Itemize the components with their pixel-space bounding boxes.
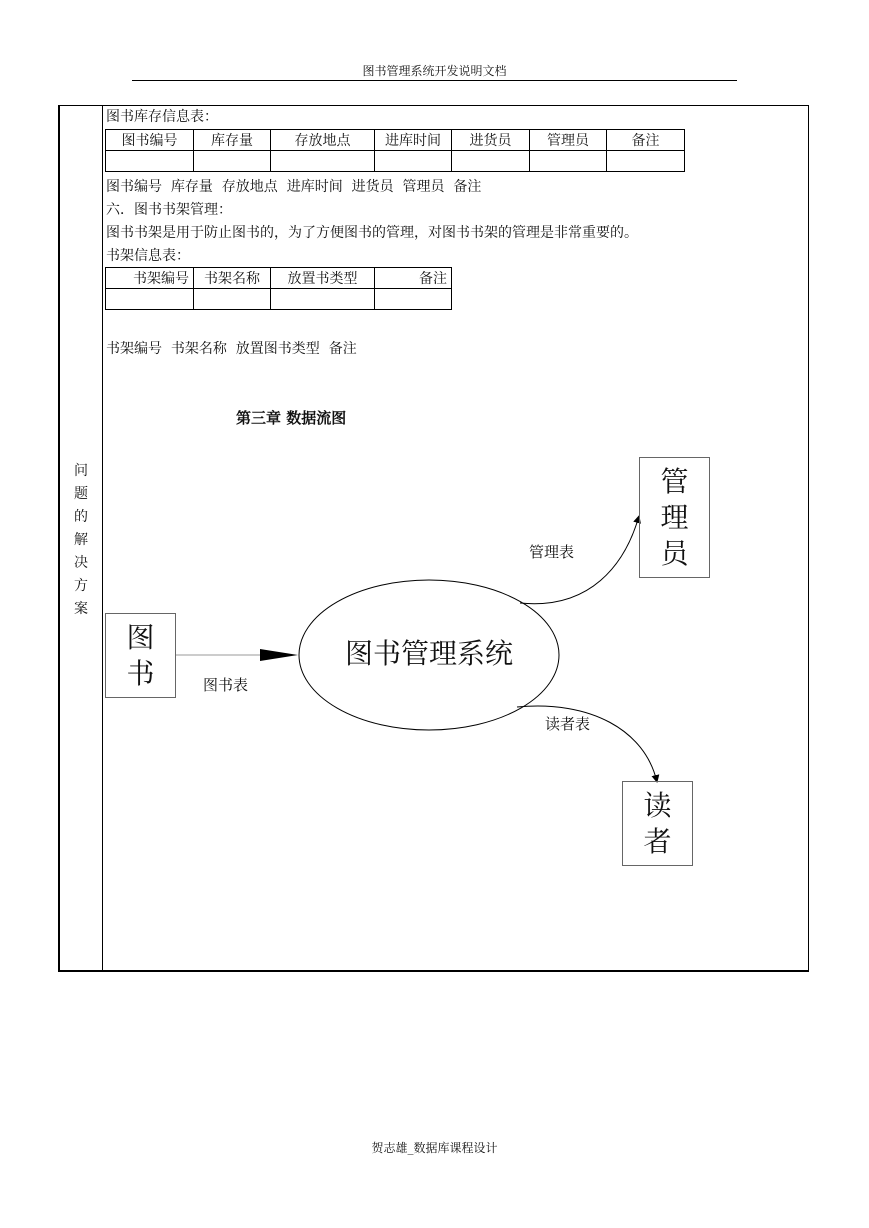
admin-entity-char: 理 <box>660 500 689 534</box>
shelf-heading: 六．图书书架管理： <box>106 202 232 218</box>
admin-entity-box <box>639 457 710 578</box>
book-entity-char: 图 <box>126 620 155 654</box>
page-header-title: 图书管理系统开发说明文档 <box>362 64 507 78</box>
inventory-caption: 图书库存信息表： <box>106 109 218 125</box>
side-label-char: 的 <box>74 509 88 525</box>
chapter-title: 第三章 数据流图 <box>236 409 347 427</box>
inventory-fields-line: 图书编号 库存量 存放地点 进库时间 进货员 管理员 备注 <box>106 179 482 195</box>
table-header-cell: 图书编号 <box>106 130 194 151</box>
page-footer: 贺志雄_数据库课程设计 <box>371 1141 498 1155</box>
table-header-cell: 备注 <box>375 268 452 289</box>
reader-flow-label: 读者表 <box>545 715 591 733</box>
admin-flow-label: 管理表 <box>529 543 575 561</box>
side-label-char: 方 <box>74 578 88 594</box>
table-header-cell: 备注 <box>607 130 685 151</box>
table-header-cell: 存放地点 <box>271 130 375 151</box>
book-flow-arrowhead <box>260 649 298 661</box>
side-label-char: 案 <box>74 601 88 617</box>
table-header-cell: 进库时间 <box>375 130 452 151</box>
side-label-char: 解 <box>74 532 88 548</box>
table-header-cell: 库存量 <box>194 130 271 151</box>
admin-entity-char: 管 <box>660 464 689 498</box>
reader-entity-char: 者 <box>643 824 672 858</box>
book-entity-box <box>105 613 176 698</box>
book-entity-char: 书 <box>126 656 155 690</box>
reader-entity-box <box>622 781 693 866</box>
book-flow-label: 图书表 <box>203 676 249 694</box>
table-header-cell: 书架名称 <box>194 268 271 289</box>
side-label-char: 问 <box>74 463 88 479</box>
shelf-fields-line: 书架编号 书架名称 放置图书类型 备注 <box>106 341 357 357</box>
table-header-cell: 管理员 <box>530 130 607 151</box>
system-process-label: 图书管理系统 <box>344 637 513 670</box>
side-label-char: 题 <box>74 486 88 502</box>
admin-entity-char: 员 <box>660 536 689 570</box>
table-header-cell: 放置书类型 <box>271 268 375 289</box>
reader-entity-char: 读 <box>643 788 672 822</box>
table-header-cell: 进货员 <box>452 130 530 151</box>
side-label-char: 决 <box>74 555 88 571</box>
shelf-description: 图书书架是用于防止图书的，为了方便图书的管理，对图书书架的管理是非常重要的。 <box>106 225 638 241</box>
shelf-caption: 书架信息表： <box>106 248 190 264</box>
table-header-cell: 书架编号 <box>106 268 194 289</box>
